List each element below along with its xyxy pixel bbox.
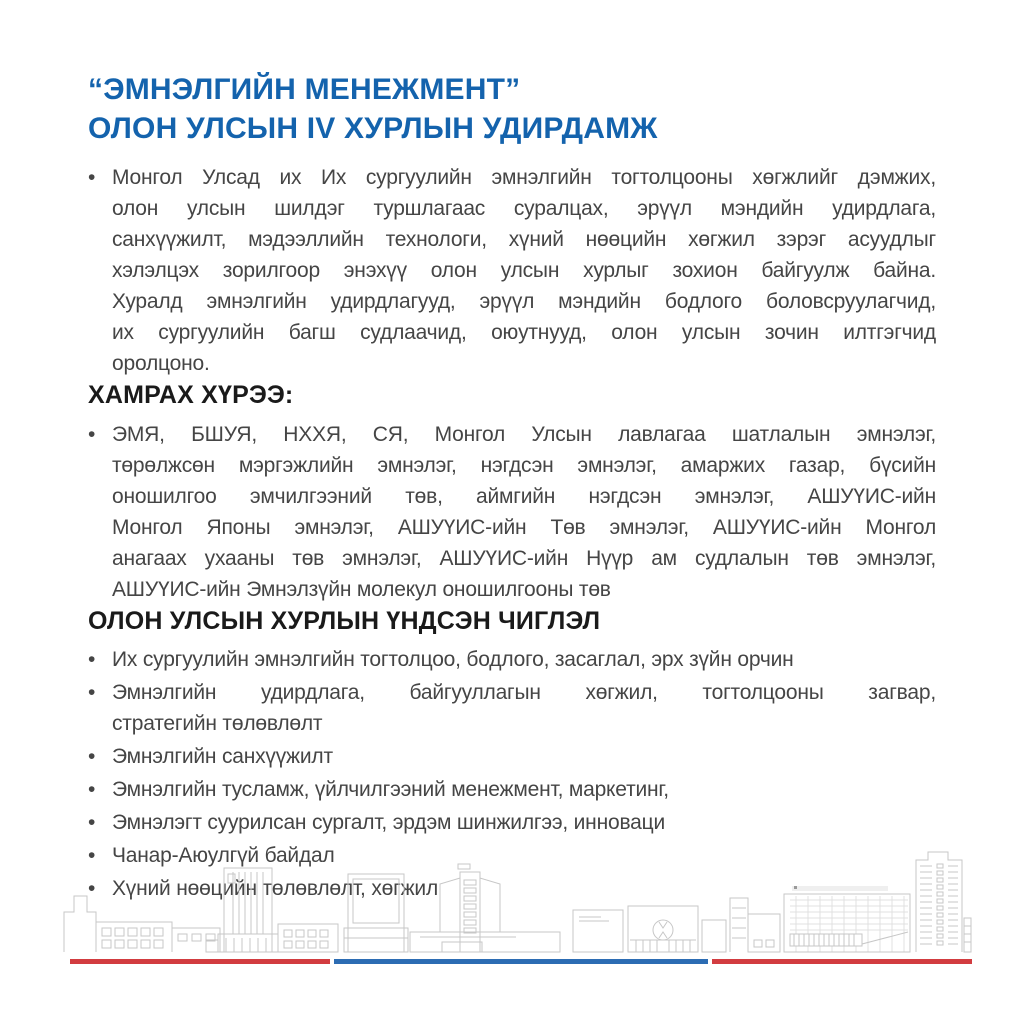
bullet-marker: • bbox=[88, 166, 96, 189]
text-line: оношилгоо эмчилгээний төв, аймгийн нэгдсэн эмнэлэг, АШУҮИС-ийн bbox=[112, 485, 936, 508]
text-line: Эмнэлгийн тусламж, үйлчилгээний менежмент, маркетинг, bbox=[112, 778, 669, 801]
list-item bbox=[88, 807, 936, 838]
intro-paragraph bbox=[88, 162, 936, 379]
scope-heading: ХАМРАХ ХҮРЭЭ: bbox=[88, 381, 294, 409]
list-item bbox=[88, 644, 936, 675]
bullet-marker: • bbox=[88, 648, 96, 671]
text-line: Хүний нөөцийн төлөвлөлт, хөгжил bbox=[112, 877, 438, 900]
text-line: Их сургуулийн эмнэлгийн тогтолцоо, бодлого, засаглал, эрх зүйн орчин bbox=[112, 648, 794, 671]
scope-paragraph bbox=[88, 419, 936, 605]
list-item bbox=[88, 741, 936, 772]
text-line: ЭМЯ, БШУЯ, НХХЯ, СЯ, Монгол Улсын лавлагаа шатлалын эмнэлэг, bbox=[112, 423, 936, 446]
directions-heading: ОЛОН УЛСЫН ХУРЛЫН ҮНДСЭН ЧИГЛЭЛ bbox=[88, 607, 601, 635]
page-title-line2: ОЛОН УЛСЫН IV ХУРЛЫН УДИРДАМЖ bbox=[88, 112, 658, 145]
text-line: Монгол Японы эмнэлэг, АШУҮИС-ийн Төв эмнэлэг, АШУҮИС-ийн Монгол bbox=[112, 516, 936, 539]
bullet-marker: • bbox=[88, 681, 96, 704]
bullet-marker: • bbox=[88, 778, 96, 801]
city-skyline-illustration bbox=[58, 848, 973, 956]
intro-lines bbox=[112, 162, 936, 379]
text-line: оролцоно. bbox=[112, 352, 210, 375]
page-title bbox=[88, 70, 936, 148]
bullet-marker: • bbox=[88, 423, 96, 446]
page-title-line1: “ЭМНЭЛГИЙН МЕНЕЖМЕНТ” bbox=[88, 73, 521, 106]
bullet-marker: • bbox=[88, 877, 96, 900]
scope-lines bbox=[112, 419, 936, 605]
text-line: Эмнэлгийн санхүүжилт bbox=[112, 745, 333, 768]
text-line: олон улсын шилдэг туршлагаас суралцах, эрүүл мэндийн удирдлага, bbox=[112, 197, 936, 220]
text-line: стратегийн төлөвлөлт bbox=[112, 712, 323, 735]
text-line: Монгол Улсад их Их сургуулийн эмнэлгийн тогтолцооны хөгжлийг дэмжих, bbox=[112, 166, 936, 189]
footer-rule-red-left bbox=[70, 959, 330, 964]
text-line: АШУҮИС-ийн Эмнэлзүйн молекул оношилгооны төв bbox=[112, 578, 611, 601]
text-line: их сургуулийн багш судлаачид, оюутнууд, олон улсын зочин илтгэгчид bbox=[112, 321, 936, 344]
list-item bbox=[88, 677, 936, 739]
bullet-marker: • bbox=[88, 811, 96, 834]
text-line: хэлэлцэх зорилгоор энэхүү олон улсын хурлыг зохион байгуулж байна. bbox=[112, 259, 936, 282]
bullet-marker: • bbox=[88, 745, 96, 768]
text-line: Эмнэлэгт суурилсан сургалт, эрдэм шинжилгээ, инноваци bbox=[112, 811, 666, 834]
footer-rule-blue-center bbox=[334, 959, 708, 964]
text-line: төрөлжсөн мэргэжлийн эмнэлэг, нэгдсэн эмнэлэг, амаржих газар, бүсийн bbox=[112, 454, 936, 477]
list-item bbox=[88, 774, 936, 805]
text-line: Эмнэлгийн удирдлага, байгууллагын хөгжил, тогтолцооны загвар, bbox=[112, 681, 936, 704]
footer-rule-red-right bbox=[712, 959, 972, 964]
text-line: Хуралд эмнэлгийн удирдлагууд, эрүүл мэндийн бодлого боловсруулагчид, bbox=[112, 290, 936, 313]
footer-rule bbox=[70, 959, 972, 964]
text-line: анагаах ухааны төв эмнэлэг, АШУҮИС-ийн Нүүр ам судлалын төв эмнэлэг, bbox=[112, 547, 936, 570]
text-line: санхүүжилт, мэдээллийн технологи, хүний нөөцийн хөгжил зэрэг асуудлыг bbox=[112, 228, 936, 251]
bullet-marker: • bbox=[88, 844, 96, 867]
text-line: Чанар-Аюулгүй байдал bbox=[112, 844, 335, 867]
